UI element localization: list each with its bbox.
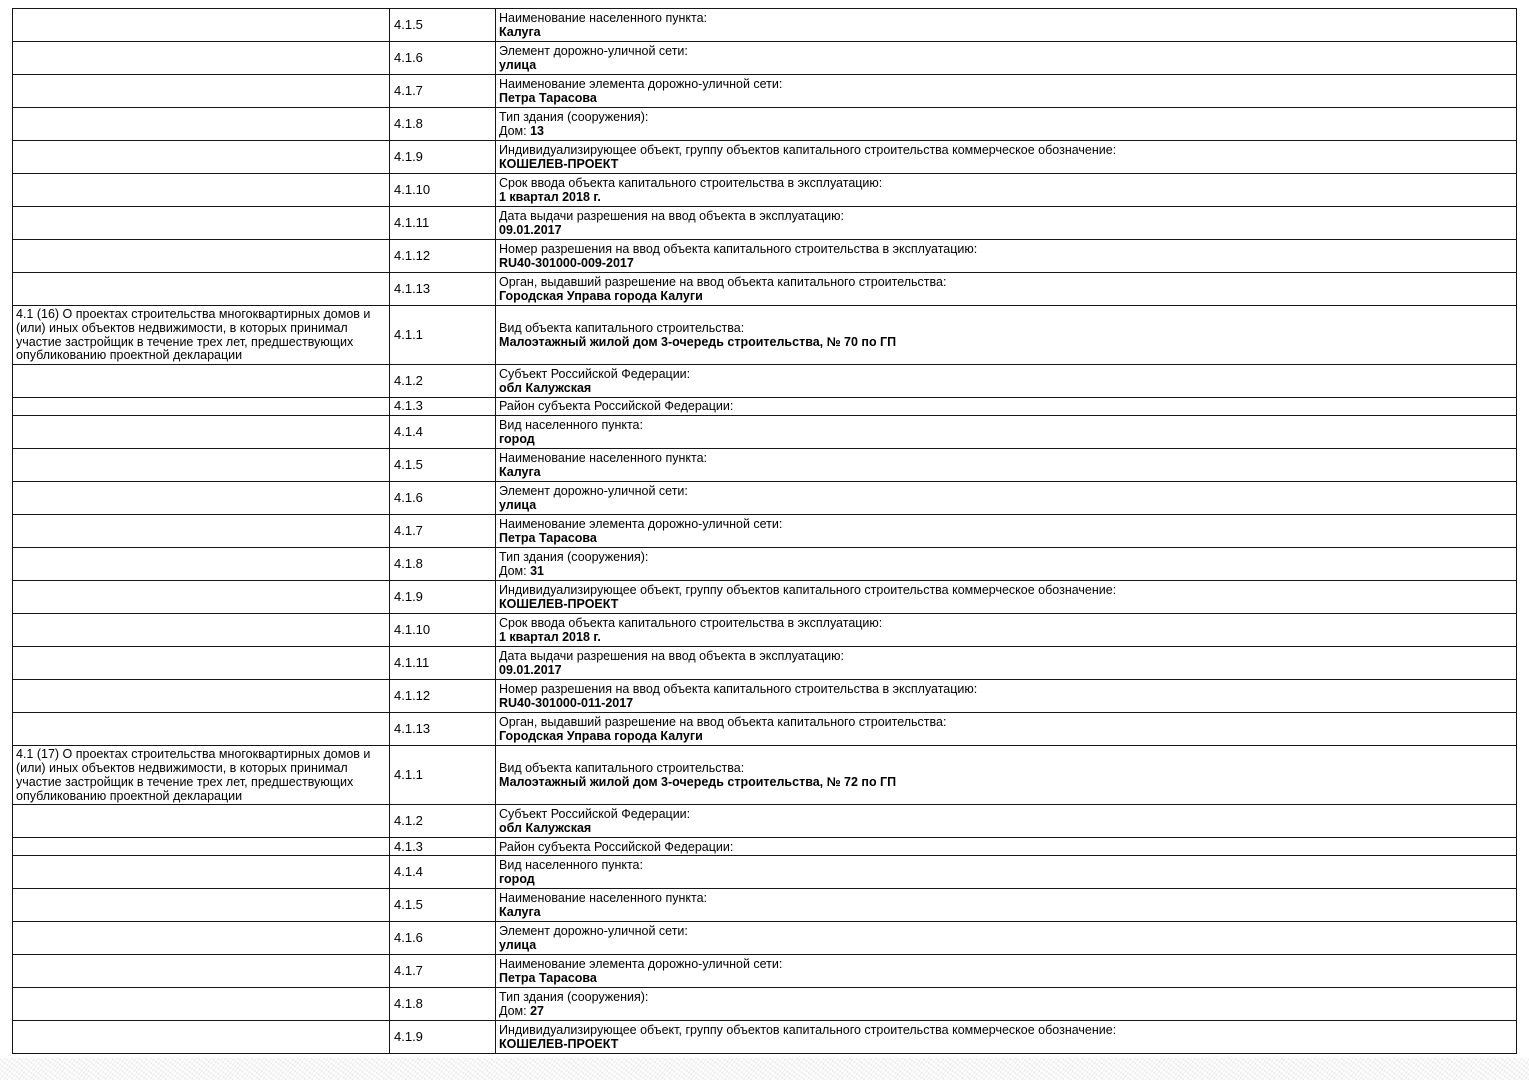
row-code: 4.1.1 <box>390 306 496 365</box>
table-row <box>13 449 1517 482</box>
table-row <box>13 922 1517 955</box>
field-label: Субъект Российской Федерации: <box>499 366 691 381</box>
field-value-line <box>499 25 1513 40</box>
field-value-line <box>499 729 1513 744</box>
field-value: Петра Тарасова <box>499 971 597 986</box>
empty-description-cell <box>13 240 390 273</box>
field-value: 09.01.2017 <box>499 223 562 237</box>
field-label: Вид объекта капитального строительства: <box>499 320 745 335</box>
field-value: улица <box>499 498 537 513</box>
field-value: КОШЕЛЕВ-ПРОЕКТ <box>499 597 619 612</box>
table-row <box>13 108 1517 141</box>
row-code: 4.1.3 <box>390 838 496 856</box>
row-code: 4.1.4 <box>390 416 496 449</box>
row-code: 4.1.10 <box>390 174 496 207</box>
field-value-line <box>499 630 1513 645</box>
empty-description-cell <box>13 482 390 515</box>
empty-description-cell <box>13 955 390 988</box>
field-label: Индивидуализирующее объект, группу объектов капитального строительства коммерческое обозначение: <box>499 1022 1117 1037</box>
field-value: КОШЕЛЕВ-ПРОЕКТ <box>499 1037 619 1052</box>
field-value-prefix: Дом: <box>499 124 531 138</box>
field-value-line <box>499 465 1513 480</box>
field-value-line <box>499 124 1513 139</box>
empty-description-cell <box>13 838 390 856</box>
row-code: 4.1.5 <box>390 889 496 922</box>
row-code: 4.1.6 <box>390 42 496 75</box>
table-row <box>13 856 1517 889</box>
field-value: 13 <box>530 124 545 138</box>
field-value: RU40-301000-011-2017 <box>499 696 634 711</box>
field-label: Наименование элемента дорожно-уличной сети: <box>499 76 783 91</box>
field-value-line <box>499 775 1513 790</box>
field-label: Дата выдачи разрешения на ввод объекта в эксплуатацию: <box>499 648 844 663</box>
row-content-cell <box>496 805 1517 838</box>
row-code: 4.1.9 <box>390 581 496 614</box>
row-code: 4.1.10 <box>390 614 496 647</box>
table-row <box>13 680 1517 713</box>
field-value: Петра Тарасова <box>499 531 597 546</box>
field-value: RU40-301000-009-2017 <box>499 256 634 270</box>
row-content-cell <box>496 581 1517 614</box>
row-content-cell <box>496 988 1517 1021</box>
row-content-cell <box>496 174 1517 207</box>
row-content-cell <box>496 922 1517 955</box>
field-value: КОШЕЛЕВ-ПРОЕКТ <box>499 157 619 171</box>
section-description-cell: 4.1 (16) О проектах строительства многоквартирных домов и (или) иных объектов недвижимости, в которых принимал участие застройщик в течение трех лет, предшествующих опубликованию проектной декларации <box>13 306 390 365</box>
empty-description-cell <box>13 398 390 416</box>
row-content-cell <box>496 856 1517 889</box>
row-content-cell <box>496 955 1517 988</box>
table-row <box>13 515 1517 548</box>
empty-description-cell <box>13 174 390 207</box>
table-row <box>13 75 1517 108</box>
field-value-line <box>499 1004 1513 1019</box>
empty-description-cell <box>13 515 390 548</box>
field-value: обл Калужская <box>499 821 592 836</box>
field-label: Элемент дорожно-уличной сети: <box>499 483 688 498</box>
field-label: Вид объекта капитального строительства: <box>499 760 745 775</box>
table-row <box>13 838 1517 856</box>
field-value-line <box>499 381 1513 396</box>
empty-description-cell <box>13 647 390 680</box>
empty-description-cell <box>13 207 390 240</box>
table-row <box>13 548 1517 581</box>
row-content-cell <box>496 141 1517 174</box>
row-code: 4.1.7 <box>390 955 496 988</box>
row-content-cell <box>496 42 1517 75</box>
table-row <box>13 207 1517 240</box>
field-value-line <box>499 905 1513 920</box>
table-row <box>13 1021 1517 1054</box>
table-row <box>13 42 1517 75</box>
field-value-line <box>499 289 1513 304</box>
field-label: Наименование населенного пункта: <box>499 890 708 905</box>
field-value-line <box>499 696 1513 711</box>
field-label: Тип здания (сооружения): <box>499 989 649 1004</box>
field-value-line <box>499 564 1513 579</box>
field-label: Тип здания (сооружения): <box>499 549 649 564</box>
field-value-line <box>499 938 1513 953</box>
table-row <box>13 889 1517 922</box>
row-code: 4.1.11 <box>390 647 496 680</box>
field-value-line <box>499 190 1513 205</box>
empty-description-cell <box>13 75 390 108</box>
field-value-line <box>499 58 1513 73</box>
field-value-line <box>499 872 1513 887</box>
field-value-line <box>499 663 1513 678</box>
field-value: город <box>499 872 535 887</box>
empty-description-cell <box>13 141 390 174</box>
empty-description-cell <box>13 42 390 75</box>
row-code: 4.1.5 <box>390 9 496 42</box>
empty-description-cell <box>13 548 390 581</box>
row-code: 4.1.13 <box>390 273 496 306</box>
field-value-line <box>499 335 1513 350</box>
row-content-cell <box>496 713 1517 746</box>
table-row <box>13 416 1517 449</box>
table-row <box>13 174 1517 207</box>
field-value: 27 <box>530 1004 545 1019</box>
table-row <box>13 365 1517 398</box>
field-value-line <box>499 157 1513 172</box>
empty-description-cell <box>13 365 390 398</box>
row-content-cell <box>496 240 1517 273</box>
empty-description-cell <box>13 449 390 482</box>
field-value: обл Калужская <box>499 381 592 396</box>
field-value: Городская Управа города Калуги <box>499 289 703 303</box>
row-content-cell <box>496 889 1517 922</box>
field-value-line <box>499 531 1513 546</box>
field-label: Срок ввода объекта капитального строительства в эксплуатацию: <box>499 175 883 190</box>
field-value: улица <box>499 938 537 953</box>
row-content-cell <box>496 449 1517 482</box>
row-code: 4.1.8 <box>390 108 496 141</box>
field-label: Номер разрешения на ввод объекта капитального строительства в эксплуатацию: <box>499 681 978 696</box>
row-content-cell <box>496 1021 1517 1054</box>
field-value-line <box>499 971 1513 986</box>
empty-description-cell <box>13 273 390 306</box>
row-content-cell <box>496 365 1517 398</box>
field-label: Элемент дорожно-уличной сети: <box>499 923 688 938</box>
row-content-cell <box>496 482 1517 515</box>
empty-description-cell <box>13 9 390 42</box>
row-content-cell <box>496 746 1517 805</box>
field-label: Срок ввода объекта капитального строительства в эксплуатацию: <box>499 615 883 630</box>
empty-description-cell <box>13 614 390 647</box>
field-value: Петра Тарасова <box>499 91 597 105</box>
field-value: Калуга <box>499 25 541 39</box>
row-code: 4.1.11 <box>390 207 496 240</box>
field-label: Вид населенного пункта: <box>499 417 643 432</box>
field-label: Наименование населенного пункта: <box>499 10 708 25</box>
field-value: Городская Управа города Калуги <box>499 729 703 744</box>
field-value-line <box>499 1037 1513 1052</box>
table-row <box>13 581 1517 614</box>
field-value: город <box>499 432 535 447</box>
field-value: Малоэтажный жилой дом 3-очередь строительства, № 72 по ГП <box>499 775 897 790</box>
field-value: Малоэтажный жилой дом 3-очередь строительства, № 70 по ГП <box>499 335 897 350</box>
table-row <box>13 273 1517 306</box>
project-declaration-table <box>12 8 1517 1054</box>
field-label: Наименование населенного пункта: <box>499 450 708 465</box>
table-row <box>13 398 1517 416</box>
empty-description-cell <box>13 581 390 614</box>
row-code: 4.1.1 <box>390 746 496 805</box>
field-label: Индивидуализирующее объект, группу объектов капитального строительства коммерческое обозначение: <box>499 142 1117 157</box>
table-row <box>13 746 1517 805</box>
row-code: 4.1.8 <box>390 988 496 1021</box>
table-row <box>13 647 1517 680</box>
row-code: 4.1.5 <box>390 449 496 482</box>
field-label: Субъект Российской Федерации: <box>499 806 691 821</box>
row-code: 4.1.9 <box>390 1021 496 1054</box>
field-value-line <box>499 91 1513 106</box>
field-value-line <box>499 821 1513 836</box>
field-label: Орган, выдавший разрешение на ввод объекта капитального строительства: <box>499 274 947 289</box>
table-row <box>13 805 1517 838</box>
field-value: 09.01.2017 <box>499 663 562 678</box>
field-label: Вид населенного пункта: <box>499 857 643 872</box>
field-value-line <box>499 223 1513 238</box>
row-code: 4.1.4 <box>390 856 496 889</box>
table-row <box>13 240 1517 273</box>
empty-description-cell <box>13 416 390 449</box>
field-value: Калуга <box>499 465 541 480</box>
empty-description-cell <box>13 1021 390 1054</box>
row-code: 4.1.6 <box>390 922 496 955</box>
row-code: 4.1.6 <box>390 482 496 515</box>
field-label: Дата выдачи разрешения на ввод объекта в эксплуатацию: <box>499 208 844 223</box>
row-content-cell <box>496 515 1517 548</box>
field-label: Наименование элемента дорожно-уличной сети: <box>499 956 783 971</box>
field-label: Наименование элемента дорожно-уличной сети: <box>499 516 783 531</box>
row-code: 4.1.2 <box>390 365 496 398</box>
field-label: Район субъекта Российской Федерации: <box>499 399 734 414</box>
field-value-prefix: Дом: <box>499 564 531 579</box>
field-label: Тип здания (сооружения): <box>499 109 649 124</box>
empty-description-cell <box>13 988 390 1021</box>
field-value: 1 квартал 2018 г. <box>499 190 601 204</box>
field-value-line <box>499 256 1513 271</box>
table-row <box>13 614 1517 647</box>
empty-description-cell <box>13 713 390 746</box>
table-row <box>13 955 1517 988</box>
row-content-cell <box>496 306 1517 365</box>
row-code: 4.1.13 <box>390 713 496 746</box>
field-value-prefix: Дом: <box>499 1004 531 1019</box>
empty-description-cell <box>13 805 390 838</box>
row-code: 4.1.12 <box>390 240 496 273</box>
row-content-cell <box>496 838 1517 856</box>
field-value-line <box>499 597 1513 612</box>
section-description-cell: 4.1 (17) О проектах строительства многоквартирных домов и (или) иных объектов недвижимости, в которых принимал участие застройщик в течение трех лет, предшествующих опубликованию проектной декларации <box>13 746 390 805</box>
field-value: Калуга <box>499 905 541 920</box>
row-code: 4.1.3 <box>390 398 496 416</box>
field-label: Район субъекта Российской Федерации: <box>499 839 734 854</box>
empty-description-cell <box>13 856 390 889</box>
row-content-cell <box>496 9 1517 42</box>
row-code: 4.1.7 <box>390 515 496 548</box>
empty-description-cell <box>13 680 390 713</box>
table-row <box>13 306 1517 365</box>
table-row <box>13 482 1517 515</box>
field-label: Орган, выдавший разрешение на ввод объекта капитального строительства: <box>499 714 947 729</box>
field-value: 1 квартал 2018 г. <box>499 630 601 645</box>
row-content-cell <box>496 416 1517 449</box>
field-value: 31 <box>530 564 545 579</box>
table-row <box>13 713 1517 746</box>
empty-description-cell <box>13 889 390 922</box>
row-content-cell <box>496 207 1517 240</box>
field-value: улица <box>499 58 537 72</box>
table-row <box>13 988 1517 1021</box>
page-edge-artifact <box>0 1058 1529 1080</box>
table-row <box>13 9 1517 42</box>
row-content-cell <box>496 273 1517 306</box>
field-label: Элемент дорожно-уличной сети: <box>499 43 688 58</box>
empty-description-cell <box>13 108 390 141</box>
declaration-table-body <box>13 9 1517 1054</box>
field-value-line <box>499 432 1513 447</box>
row-code: 4.1.9 <box>390 141 496 174</box>
row-content-cell <box>496 614 1517 647</box>
row-code: 4.1.2 <box>390 805 496 838</box>
field-label: Номер разрешения на ввод объекта капитального строительства в эксплуатацию: <box>499 241 978 256</box>
row-content-cell <box>496 108 1517 141</box>
row-content-cell <box>496 647 1517 680</box>
field-value-line <box>499 498 1513 513</box>
empty-description-cell <box>13 922 390 955</box>
row-content-cell <box>496 398 1517 416</box>
row-content-cell <box>496 680 1517 713</box>
row-code: 4.1.8 <box>390 548 496 581</box>
row-code: 4.1.12 <box>390 680 496 713</box>
row-content-cell <box>496 548 1517 581</box>
table-row <box>13 141 1517 174</box>
field-label: Индивидуализирующее объект, группу объектов капитального строительства коммерческое обозначение: <box>499 582 1117 597</box>
row-content-cell <box>496 75 1517 108</box>
row-code: 4.1.7 <box>390 75 496 108</box>
